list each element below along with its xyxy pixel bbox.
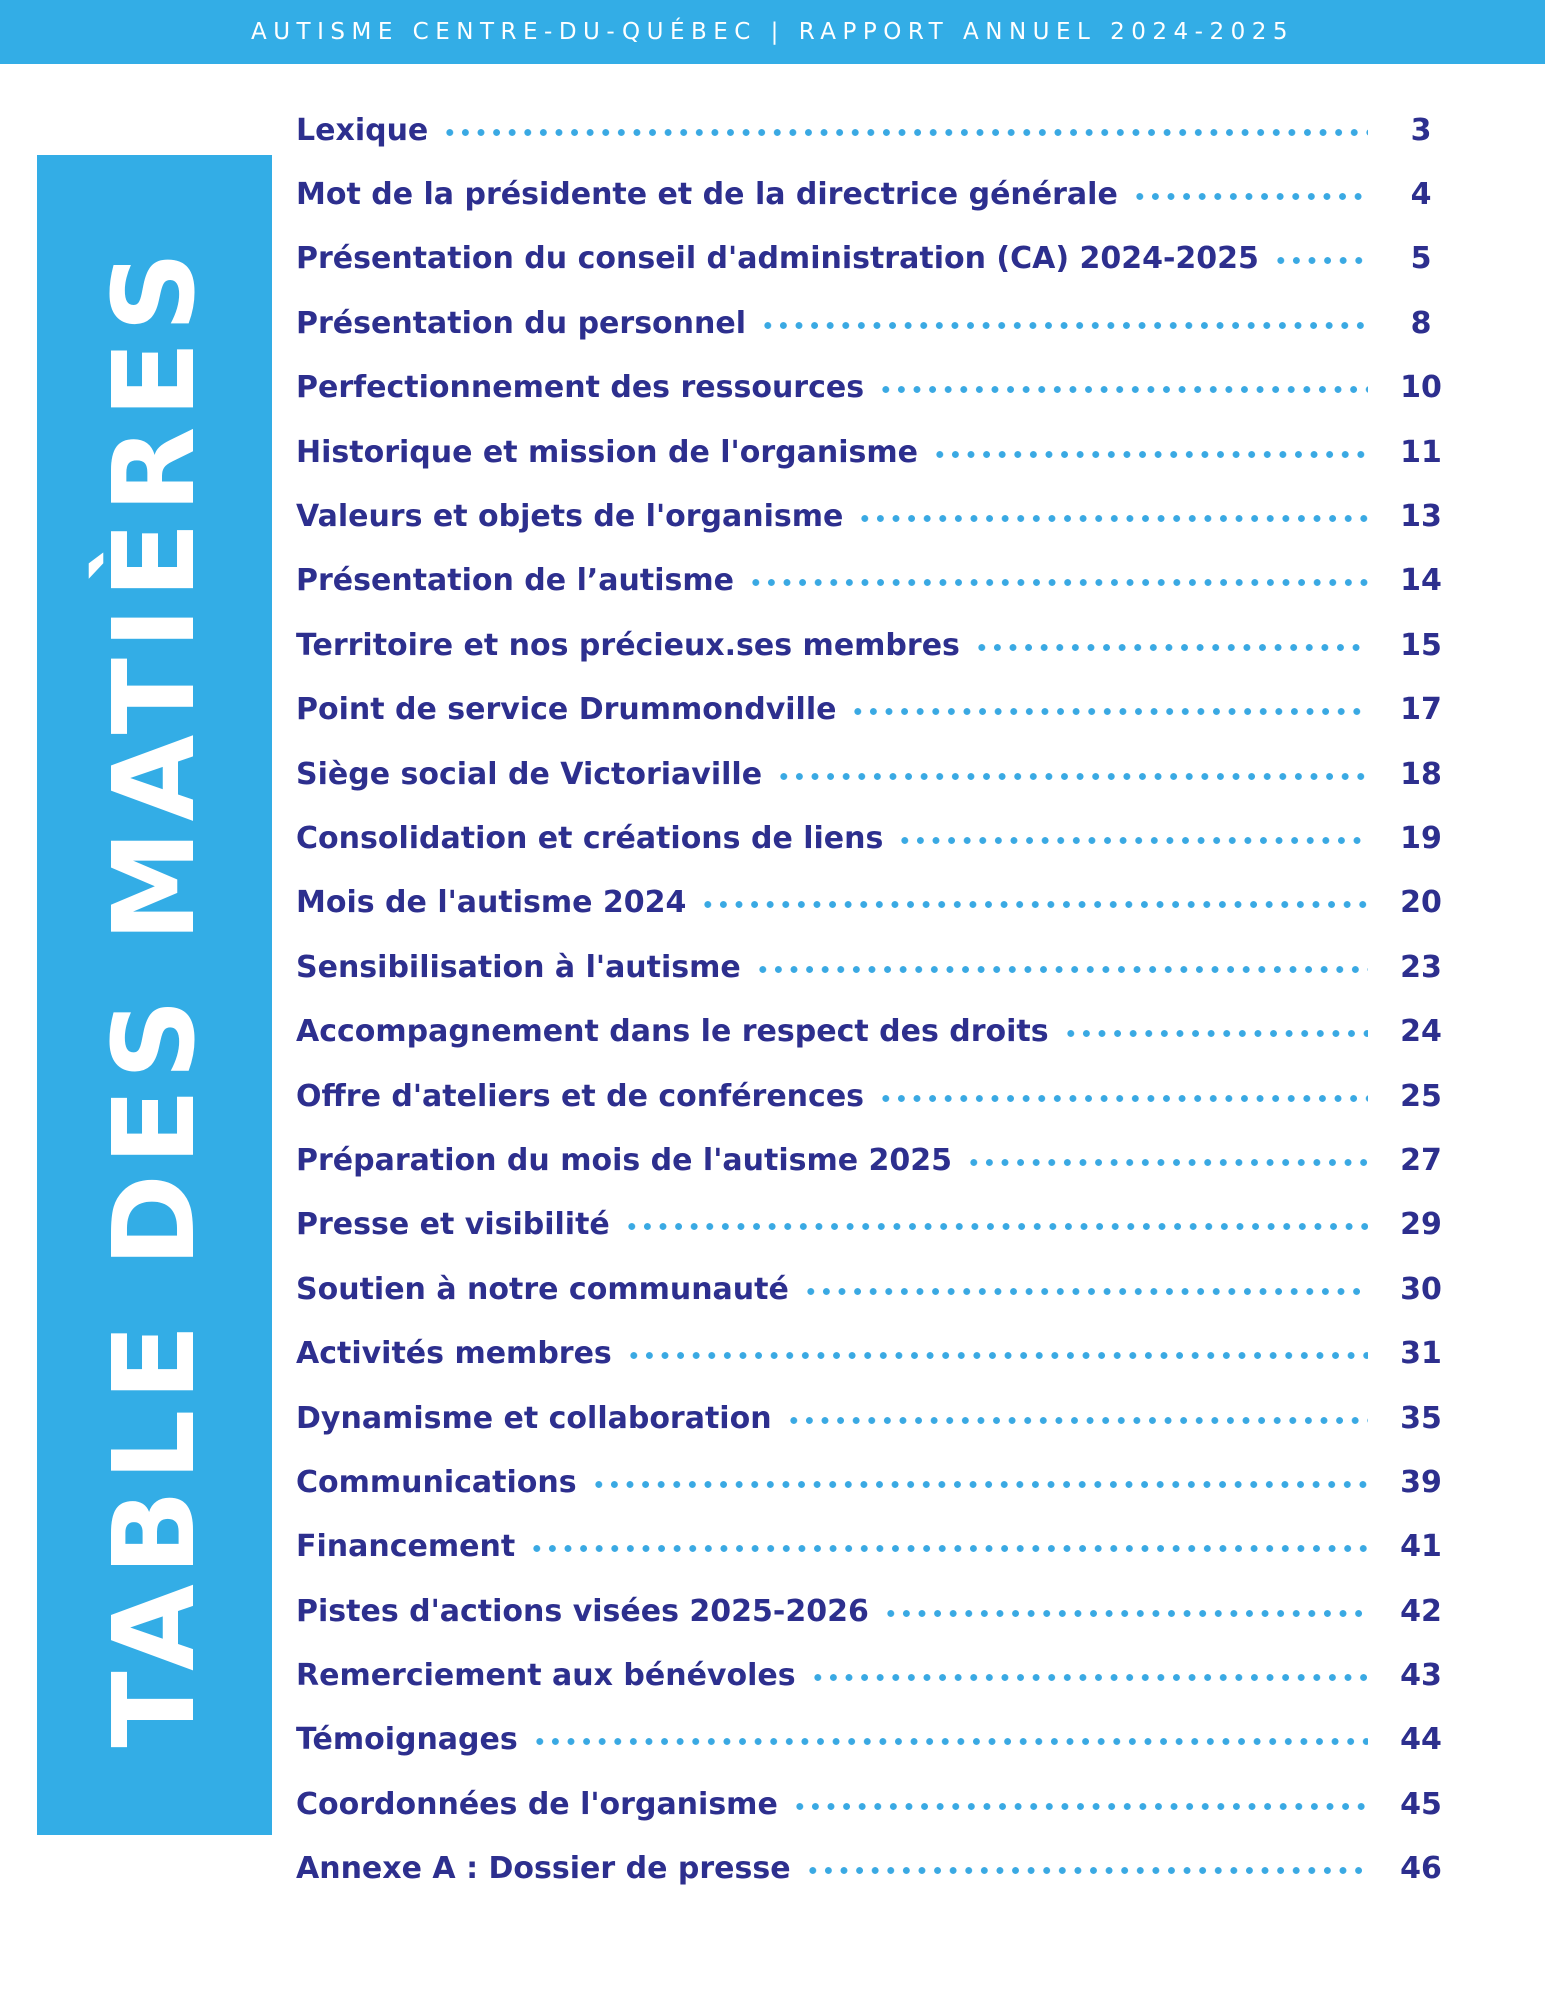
toc-leader-dots bbox=[776, 773, 1368, 780]
toc-leader-dots bbox=[1063, 1030, 1368, 1037]
toc-entry[interactable] bbox=[296, 291, 1452, 355]
toc-entry[interactable] bbox=[296, 1193, 1452, 1257]
toc-entry-label: Valeurs et objets de l'organisme bbox=[296, 499, 844, 535]
toc-entry-page-number: 39 bbox=[1400, 1464, 1442, 1500]
toc-leader-dots bbox=[624, 1223, 1368, 1230]
header-title: AUTISME CENTRE-DU-QUÉBEC | RAPPORT ANNUEL 2024-2025 bbox=[250, 19, 1295, 45]
toc-entry-label: Sensibilisation à l'autisme bbox=[296, 949, 741, 985]
toc-leader-dots bbox=[532, 1738, 1368, 1745]
toc-entry[interactable] bbox=[296, 356, 1452, 420]
toc-entry-page-number: 31 bbox=[1400, 1336, 1442, 1372]
toc-leader-dots bbox=[883, 1610, 1368, 1617]
toc-entry[interactable] bbox=[296, 1128, 1452, 1192]
toc-leader-dots bbox=[966, 1159, 1368, 1166]
toc-entry-label: Coordonnées de l'organisme bbox=[296, 1786, 778, 1822]
toc-entry[interactable] bbox=[296, 227, 1452, 291]
toc-leader-dots bbox=[1132, 193, 1368, 200]
toc-entry-page-number: 15 bbox=[1400, 627, 1442, 663]
toc-entry-page-number: 13 bbox=[1400, 499, 1442, 535]
toc-leader-dots bbox=[786, 1417, 1368, 1424]
toc-entry-page-number: 18 bbox=[1400, 756, 1442, 792]
toc-entry-label: Soutien à notre communauté bbox=[296, 1271, 789, 1307]
toc-entry[interactable] bbox=[296, 1708, 1452, 1772]
toc-entry-page-number: 43 bbox=[1400, 1658, 1442, 1694]
toc-entry-label: Pistes d'actions visées 2025-2026 bbox=[296, 1593, 869, 1629]
side-title-panel bbox=[37, 155, 272, 1835]
toc-entry-label: Dynamisme et collaboration bbox=[296, 1400, 772, 1436]
toc-entry-page-number: 42 bbox=[1400, 1593, 1442, 1629]
toc-entry-page-number: 10 bbox=[1400, 370, 1442, 406]
toc-entry-page-number: 23 bbox=[1400, 949, 1442, 985]
toc-leader-dots bbox=[897, 837, 1368, 844]
toc-entry[interactable] bbox=[296, 871, 1452, 935]
toc-entry[interactable] bbox=[296, 613, 1452, 677]
toc-entry[interactable] bbox=[296, 484, 1452, 548]
toc-entry-page-number: 44 bbox=[1400, 1722, 1442, 1758]
toc-entry-label: Activités membres bbox=[296, 1336, 612, 1372]
toc-entry-label: Historique et mission de l'organisme bbox=[296, 434, 918, 470]
toc-entry-page-number: 29 bbox=[1400, 1207, 1442, 1243]
header-banner bbox=[0, 0, 1545, 64]
toc-leader-dots bbox=[803, 1288, 1368, 1295]
toc-entry-page-number: 41 bbox=[1400, 1529, 1442, 1565]
toc-entry-page-number: 5 bbox=[1410, 241, 1432, 277]
toc-leader-dots bbox=[1273, 257, 1368, 264]
toc-entry-label: Présentation de l’autisme bbox=[296, 563, 734, 599]
toc-entry-label: Présentation du conseil d'administration (CA) 2024-2025 bbox=[296, 241, 1259, 277]
toc-entry[interactable] bbox=[296, 742, 1452, 806]
toc-entry[interactable] bbox=[296, 98, 1452, 162]
toc-entry[interactable] bbox=[296, 1386, 1452, 1450]
toc-entry-label: Témoignages bbox=[296, 1722, 518, 1758]
toc-entry-page-number: 25 bbox=[1400, 1078, 1442, 1114]
toc-leader-dots bbox=[626, 1352, 1368, 1359]
toc-entry-label: Presse et visibilité bbox=[296, 1207, 610, 1243]
toc-entry-page-number: 8 bbox=[1410, 305, 1432, 341]
toc-entry-label: Remerciement aux bénévoles bbox=[296, 1658, 796, 1694]
toc-entry-label: Préparation du mois de l'autisme 2025 bbox=[296, 1142, 953, 1178]
toc-entry-label: Lexique bbox=[296, 112, 429, 148]
toc-entry-label: Présentation du personnel bbox=[296, 305, 747, 341]
toc-entry-label: Siège social de Victoriaville bbox=[296, 756, 763, 792]
toc-leader-dots bbox=[878, 386, 1368, 393]
toc-entry-label: Territoire et nos précieux.ses membres bbox=[296, 627, 960, 663]
toc-entry[interactable] bbox=[296, 549, 1452, 613]
toc-entry-page-number: 20 bbox=[1400, 885, 1442, 921]
toc-entry-label: Mot de la présidente et de la directrice générale bbox=[296, 177, 1118, 213]
table-of-contents bbox=[296, 98, 1452, 1901]
toc-entry-page-number: 19 bbox=[1400, 820, 1442, 856]
toc-entry[interactable] bbox=[296, 1837, 1452, 1901]
toc-leader-dots bbox=[810, 1674, 1368, 1681]
toc-entry-page-number: 46 bbox=[1400, 1851, 1442, 1887]
toc-entry-page-number: 14 bbox=[1400, 563, 1442, 599]
toc-entry-page-number: 45 bbox=[1400, 1786, 1442, 1822]
toc-entry[interactable] bbox=[296, 1643, 1452, 1707]
toc-entry[interactable] bbox=[296, 678, 1452, 742]
toc-entry[interactable] bbox=[296, 1321, 1452, 1385]
toc-leader-dots bbox=[442, 129, 1368, 136]
toc-entry-page-number: 4 bbox=[1410, 177, 1432, 213]
toc-leader-dots bbox=[591, 1481, 1368, 1488]
side-title: TABLE DES MATIÈRES bbox=[89, 242, 220, 1748]
toc-entry-label: Mois de l'autisme 2024 bbox=[296, 885, 687, 921]
toc-entry-page-number: 24 bbox=[1400, 1014, 1442, 1050]
toc-leader-dots bbox=[850, 708, 1368, 715]
toc-entry-page-number: 35 bbox=[1400, 1400, 1442, 1436]
toc-entry[interactable] bbox=[296, 1515, 1452, 1579]
toc-leader-dots bbox=[700, 901, 1368, 908]
toc-leader-dots bbox=[857, 515, 1368, 522]
toc-entry-label: Point de service Drummondville bbox=[296, 692, 837, 728]
toc-entry[interactable] bbox=[296, 806, 1452, 870]
toc-entry-page-number: 3 bbox=[1410, 112, 1432, 148]
toc-entry[interactable] bbox=[296, 1772, 1452, 1836]
toc-entry-page-number: 11 bbox=[1400, 434, 1442, 470]
toc-entry[interactable] bbox=[296, 1064, 1452, 1128]
toc-entry-label: Accompagnement dans le respect des droits bbox=[296, 1014, 1049, 1050]
toc-leader-dots bbox=[932, 451, 1368, 458]
toc-leader-dots bbox=[748, 579, 1368, 586]
toc-leader-dots bbox=[805, 1867, 1368, 1874]
toc-leader-dots bbox=[529, 1545, 1368, 1552]
toc-entry-label: Annexe A : Dossier de presse bbox=[296, 1851, 791, 1887]
toc-entry[interactable] bbox=[296, 935, 1452, 999]
toc-entry[interactable] bbox=[296, 420, 1452, 484]
toc-entry-label: Financement bbox=[296, 1529, 516, 1565]
toc-leader-dots bbox=[792, 1803, 1368, 1810]
toc-leader-dots bbox=[760, 322, 1368, 329]
toc-leader-dots bbox=[974, 644, 1368, 651]
toc-entry-page-number: 30 bbox=[1400, 1271, 1442, 1307]
toc-entry-page-number: 17 bbox=[1400, 692, 1442, 728]
toc-entry[interactable] bbox=[296, 999, 1452, 1063]
toc-entry-label: Consolidation et créations de liens bbox=[296, 820, 884, 856]
toc-entry-label: Communications bbox=[296, 1464, 577, 1500]
toc-entry[interactable] bbox=[296, 1257, 1452, 1321]
toc-entry-label: Offre d'ateliers et de conférences bbox=[296, 1078, 865, 1114]
toc-entry[interactable] bbox=[296, 162, 1452, 226]
toc-entry[interactable] bbox=[296, 1579, 1452, 1643]
toc-entry-label: Perfectionnement des ressources bbox=[296, 370, 865, 406]
toc-leader-dots bbox=[878, 1095, 1368, 1102]
toc-entry[interactable] bbox=[296, 1450, 1452, 1514]
toc-leader-dots bbox=[755, 966, 1368, 973]
toc-entry-page-number: 27 bbox=[1400, 1142, 1442, 1178]
